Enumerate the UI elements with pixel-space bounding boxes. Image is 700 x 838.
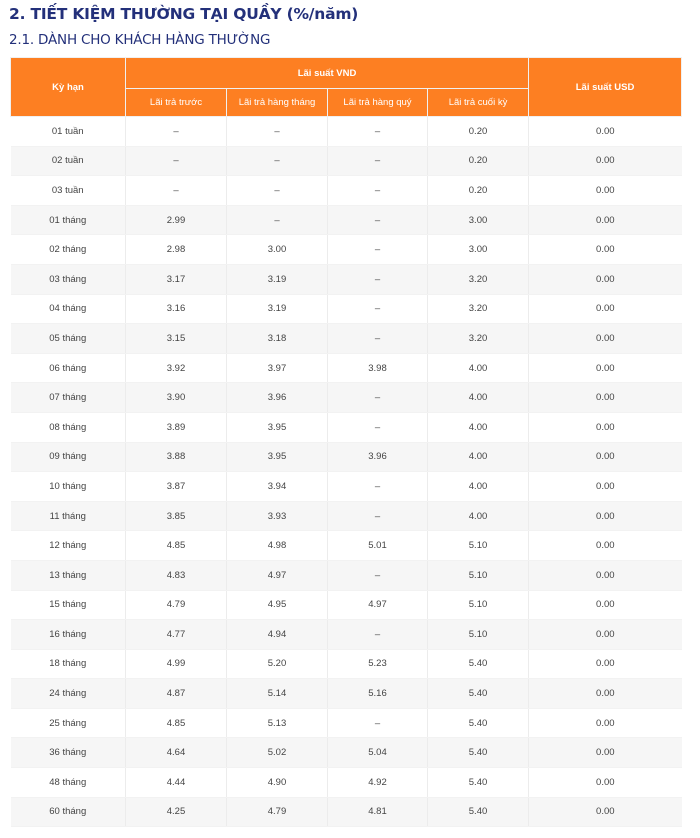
monthly-cell: 3.95 (227, 412, 328, 442)
table-row (11, 353, 682, 383)
end-of-term-cell: 4.00 (428, 353, 529, 383)
header-vnd-group: Lãi suất VND (126, 58, 529, 89)
prepaid-cell: 3.85 (126, 501, 227, 531)
usd-cell: 0.00 (529, 412, 682, 442)
quarterly-cell: – (328, 412, 428, 442)
quarterly-cell: – (328, 205, 428, 235)
quarterly-cell: – (328, 324, 428, 354)
term-cell: 18 tháng (11, 649, 126, 679)
end-of-term-cell: 5.40 (428, 768, 529, 798)
end-of-term-cell: 3.20 (428, 324, 529, 354)
usd-cell: 0.00 (529, 708, 682, 738)
table-row (11, 620, 682, 650)
end-of-term-cell: 4.00 (428, 383, 529, 413)
usd-cell: 0.00 (529, 649, 682, 679)
end-of-term-cell: 4.00 (428, 501, 529, 531)
monthly-cell: 5.02 (227, 738, 328, 768)
monthly-cell: – (227, 117, 328, 147)
table-row (11, 383, 682, 413)
prepaid-cell: 4.87 (126, 679, 227, 709)
term-cell: 01 tuần (11, 117, 126, 147)
table-row (11, 738, 682, 768)
table-row (11, 708, 682, 738)
quarterly-cell: 4.92 (328, 768, 428, 798)
table-row (11, 412, 682, 442)
prepaid-cell: 4.64 (126, 738, 227, 768)
monthly-cell: 5.20 (227, 649, 328, 679)
quarterly-cell: 4.97 (328, 590, 428, 620)
quarterly-cell: 5.04 (328, 738, 428, 768)
table-row (11, 472, 682, 502)
term-cell: 11 tháng (11, 501, 126, 531)
table-row (11, 205, 682, 235)
end-of-term-cell: 0.20 (428, 176, 529, 206)
term-cell: 16 tháng (11, 620, 126, 650)
prepaid-cell: 4.77 (126, 620, 227, 650)
usd-cell: 0.00 (529, 560, 682, 590)
usd-cell: 0.00 (529, 797, 682, 827)
end-of-term-cell: 5.40 (428, 738, 529, 768)
term-cell: 60 tháng (11, 797, 126, 827)
quarterly-cell: – (328, 501, 428, 531)
prepaid-cell: 2.99 (126, 205, 227, 235)
prepaid-cell: 3.88 (126, 442, 227, 472)
end-of-term-cell: 3.20 (428, 294, 529, 324)
table-row (11, 264, 682, 294)
monthly-cell: 3.18 (227, 324, 328, 354)
monthly-cell: 3.97 (227, 353, 328, 383)
term-cell: 12 tháng (11, 531, 126, 561)
term-cell: 15 tháng (11, 590, 126, 620)
usd-cell: 0.00 (529, 324, 682, 354)
quarterly-cell: 5.23 (328, 649, 428, 679)
monthly-cell: – (227, 146, 328, 176)
section-subtitle: 2.1. DÀNH CHO KHÁCH HÀNG THƯỜNG (9, 32, 271, 48)
header-end-of-term: Lãi trả cuối kỳ (428, 89, 529, 117)
usd-cell: 0.00 (529, 176, 682, 206)
quarterly-cell: – (328, 708, 428, 738)
quarterly-cell: – (328, 235, 428, 265)
quarterly-cell: 5.16 (328, 679, 428, 709)
term-cell: 02 tháng (11, 235, 126, 265)
term-cell: 08 tháng (11, 412, 126, 442)
end-of-term-cell: 3.00 (428, 235, 529, 265)
prepaid-cell: 2.98 (126, 235, 227, 265)
monthly-cell: 3.96 (227, 383, 328, 413)
table-row (11, 560, 682, 590)
term-cell: 04 tháng (11, 294, 126, 324)
quarterly-cell: – (328, 176, 428, 206)
monthly-cell: 3.00 (227, 235, 328, 265)
header-term: Kỳ hạn (11, 58, 126, 117)
prepaid-cell: 3.87 (126, 472, 227, 502)
table-row (11, 649, 682, 679)
monthly-cell: – (227, 205, 328, 235)
end-of-term-cell: 5.10 (428, 590, 529, 620)
prepaid-cell: 4.99 (126, 649, 227, 679)
end-of-term-cell: 3.20 (428, 264, 529, 294)
end-of-term-cell: 5.10 (428, 560, 529, 590)
term-cell: 36 tháng (11, 738, 126, 768)
end-of-term-cell: 0.20 (428, 146, 529, 176)
end-of-term-cell: 5.40 (428, 649, 529, 679)
term-cell: 13 tháng (11, 560, 126, 590)
table-row (11, 324, 682, 354)
prepaid-cell: 3.90 (126, 383, 227, 413)
quarterly-cell: 3.96 (328, 442, 428, 472)
end-of-term-cell: 5.10 (428, 531, 529, 561)
term-cell: 25 tháng (11, 708, 126, 738)
header-quarterly: Lãi trả hàng quý (328, 89, 428, 117)
end-of-term-cell: 5.40 (428, 708, 529, 738)
quarterly-cell: – (328, 146, 428, 176)
term-cell: 05 tháng (11, 324, 126, 354)
monthly-cell: 4.90 (227, 768, 328, 798)
header-monthly: Lãi trả hàng tháng (227, 89, 328, 117)
monthly-cell: 3.19 (227, 264, 328, 294)
quarterly-cell: – (328, 264, 428, 294)
usd-cell: 0.00 (529, 768, 682, 798)
prepaid-cell: 3.17 (126, 264, 227, 294)
monthly-cell: 3.19 (227, 294, 328, 324)
term-cell: 07 tháng (11, 383, 126, 413)
end-of-term-cell: 4.00 (428, 412, 529, 442)
prepaid-cell: 4.25 (126, 797, 227, 827)
quarterly-cell: 3.98 (328, 353, 428, 383)
quarterly-cell: – (328, 117, 428, 147)
table-row (11, 294, 682, 324)
quarterly-cell: – (328, 383, 428, 413)
end-of-term-cell: 5.40 (428, 679, 529, 709)
table-row (11, 679, 682, 709)
monthly-cell: 4.98 (227, 531, 328, 561)
prepaid-cell: 3.15 (126, 324, 227, 354)
usd-cell: 0.00 (529, 679, 682, 709)
usd-cell: 0.00 (529, 264, 682, 294)
monthly-cell: 5.14 (227, 679, 328, 709)
prepaid-cell: – (126, 117, 227, 147)
usd-cell: 0.00 (529, 620, 682, 650)
prepaid-cell: 3.16 (126, 294, 227, 324)
usd-cell: 0.00 (529, 738, 682, 768)
quarterly-cell: 5.01 (328, 531, 428, 561)
table-row (11, 176, 682, 206)
monthly-cell: 3.95 (227, 442, 328, 472)
term-cell: 24 tháng (11, 679, 126, 709)
prepaid-cell: 3.92 (126, 353, 227, 383)
prepaid-cell: 4.79 (126, 590, 227, 620)
quarterly-cell: – (328, 620, 428, 650)
term-cell: 01 tháng (11, 205, 126, 235)
end-of-term-cell: 5.40 (428, 797, 529, 827)
end-of-term-cell: 0.20 (428, 117, 529, 147)
end-of-term-cell: 3.00 (428, 205, 529, 235)
table-row (11, 531, 682, 561)
table-row (11, 590, 682, 620)
term-cell: 02 tuần (11, 146, 126, 176)
term-cell: 06 tháng (11, 353, 126, 383)
end-of-term-cell: 5.10 (428, 620, 529, 650)
table-body (11, 117, 682, 827)
monthly-cell: 3.93 (227, 501, 328, 531)
table-row (11, 442, 682, 472)
quarterly-cell: – (328, 560, 428, 590)
usd-cell: 0.00 (529, 146, 682, 176)
quarterly-cell: – (328, 472, 428, 502)
usd-cell: 0.00 (529, 501, 682, 531)
term-cell: 03 tuần (11, 176, 126, 206)
term-cell: 03 tháng (11, 264, 126, 294)
term-cell: 48 tháng (11, 768, 126, 798)
interest-rate-table (10, 57, 682, 827)
prepaid-cell: 4.44 (126, 768, 227, 798)
monthly-cell: 4.79 (227, 797, 328, 827)
usd-cell: 0.00 (529, 353, 682, 383)
monthly-cell: 4.94 (227, 620, 328, 650)
table-row (11, 235, 682, 265)
header-prepaid: Lãi trả trước (126, 89, 227, 117)
usd-cell: 0.00 (529, 117, 682, 147)
prepaid-cell: – (126, 146, 227, 176)
end-of-term-cell: 4.00 (428, 472, 529, 502)
table-row (11, 768, 682, 798)
usd-cell: 0.00 (529, 235, 682, 265)
term-cell: 10 tháng (11, 472, 126, 502)
monthly-cell: 3.94 (227, 472, 328, 502)
usd-cell: 0.00 (529, 590, 682, 620)
quarterly-cell: – (328, 294, 428, 324)
usd-cell: 0.00 (529, 472, 682, 502)
monthly-cell: 4.95 (227, 590, 328, 620)
page-title: 2. TIẾT KIỆM THƯỜNG TẠI QUẦY (%/năm) (9, 5, 359, 23)
table-row (11, 117, 682, 147)
usd-cell: 0.00 (529, 294, 682, 324)
monthly-cell: – (227, 176, 328, 206)
prepaid-cell: 4.85 (126, 531, 227, 561)
usd-cell: 0.00 (529, 205, 682, 235)
usd-cell: 0.00 (529, 531, 682, 561)
monthly-cell: 4.97 (227, 560, 328, 590)
quarterly-cell: 4.81 (328, 797, 428, 827)
usd-cell: 0.00 (529, 442, 682, 472)
table-row (11, 146, 682, 176)
prepaid-cell: 4.85 (126, 708, 227, 738)
table-row (11, 501, 682, 531)
monthly-cell: 5.13 (227, 708, 328, 738)
end-of-term-cell: 4.00 (428, 442, 529, 472)
header-usd: Lãi suất USD (529, 58, 682, 117)
prepaid-cell: – (126, 176, 227, 206)
table-row (11, 797, 682, 827)
prepaid-cell: 4.83 (126, 560, 227, 590)
prepaid-cell: 3.89 (126, 412, 227, 442)
usd-cell: 0.00 (529, 383, 682, 413)
term-cell: 09 tháng (11, 442, 126, 472)
